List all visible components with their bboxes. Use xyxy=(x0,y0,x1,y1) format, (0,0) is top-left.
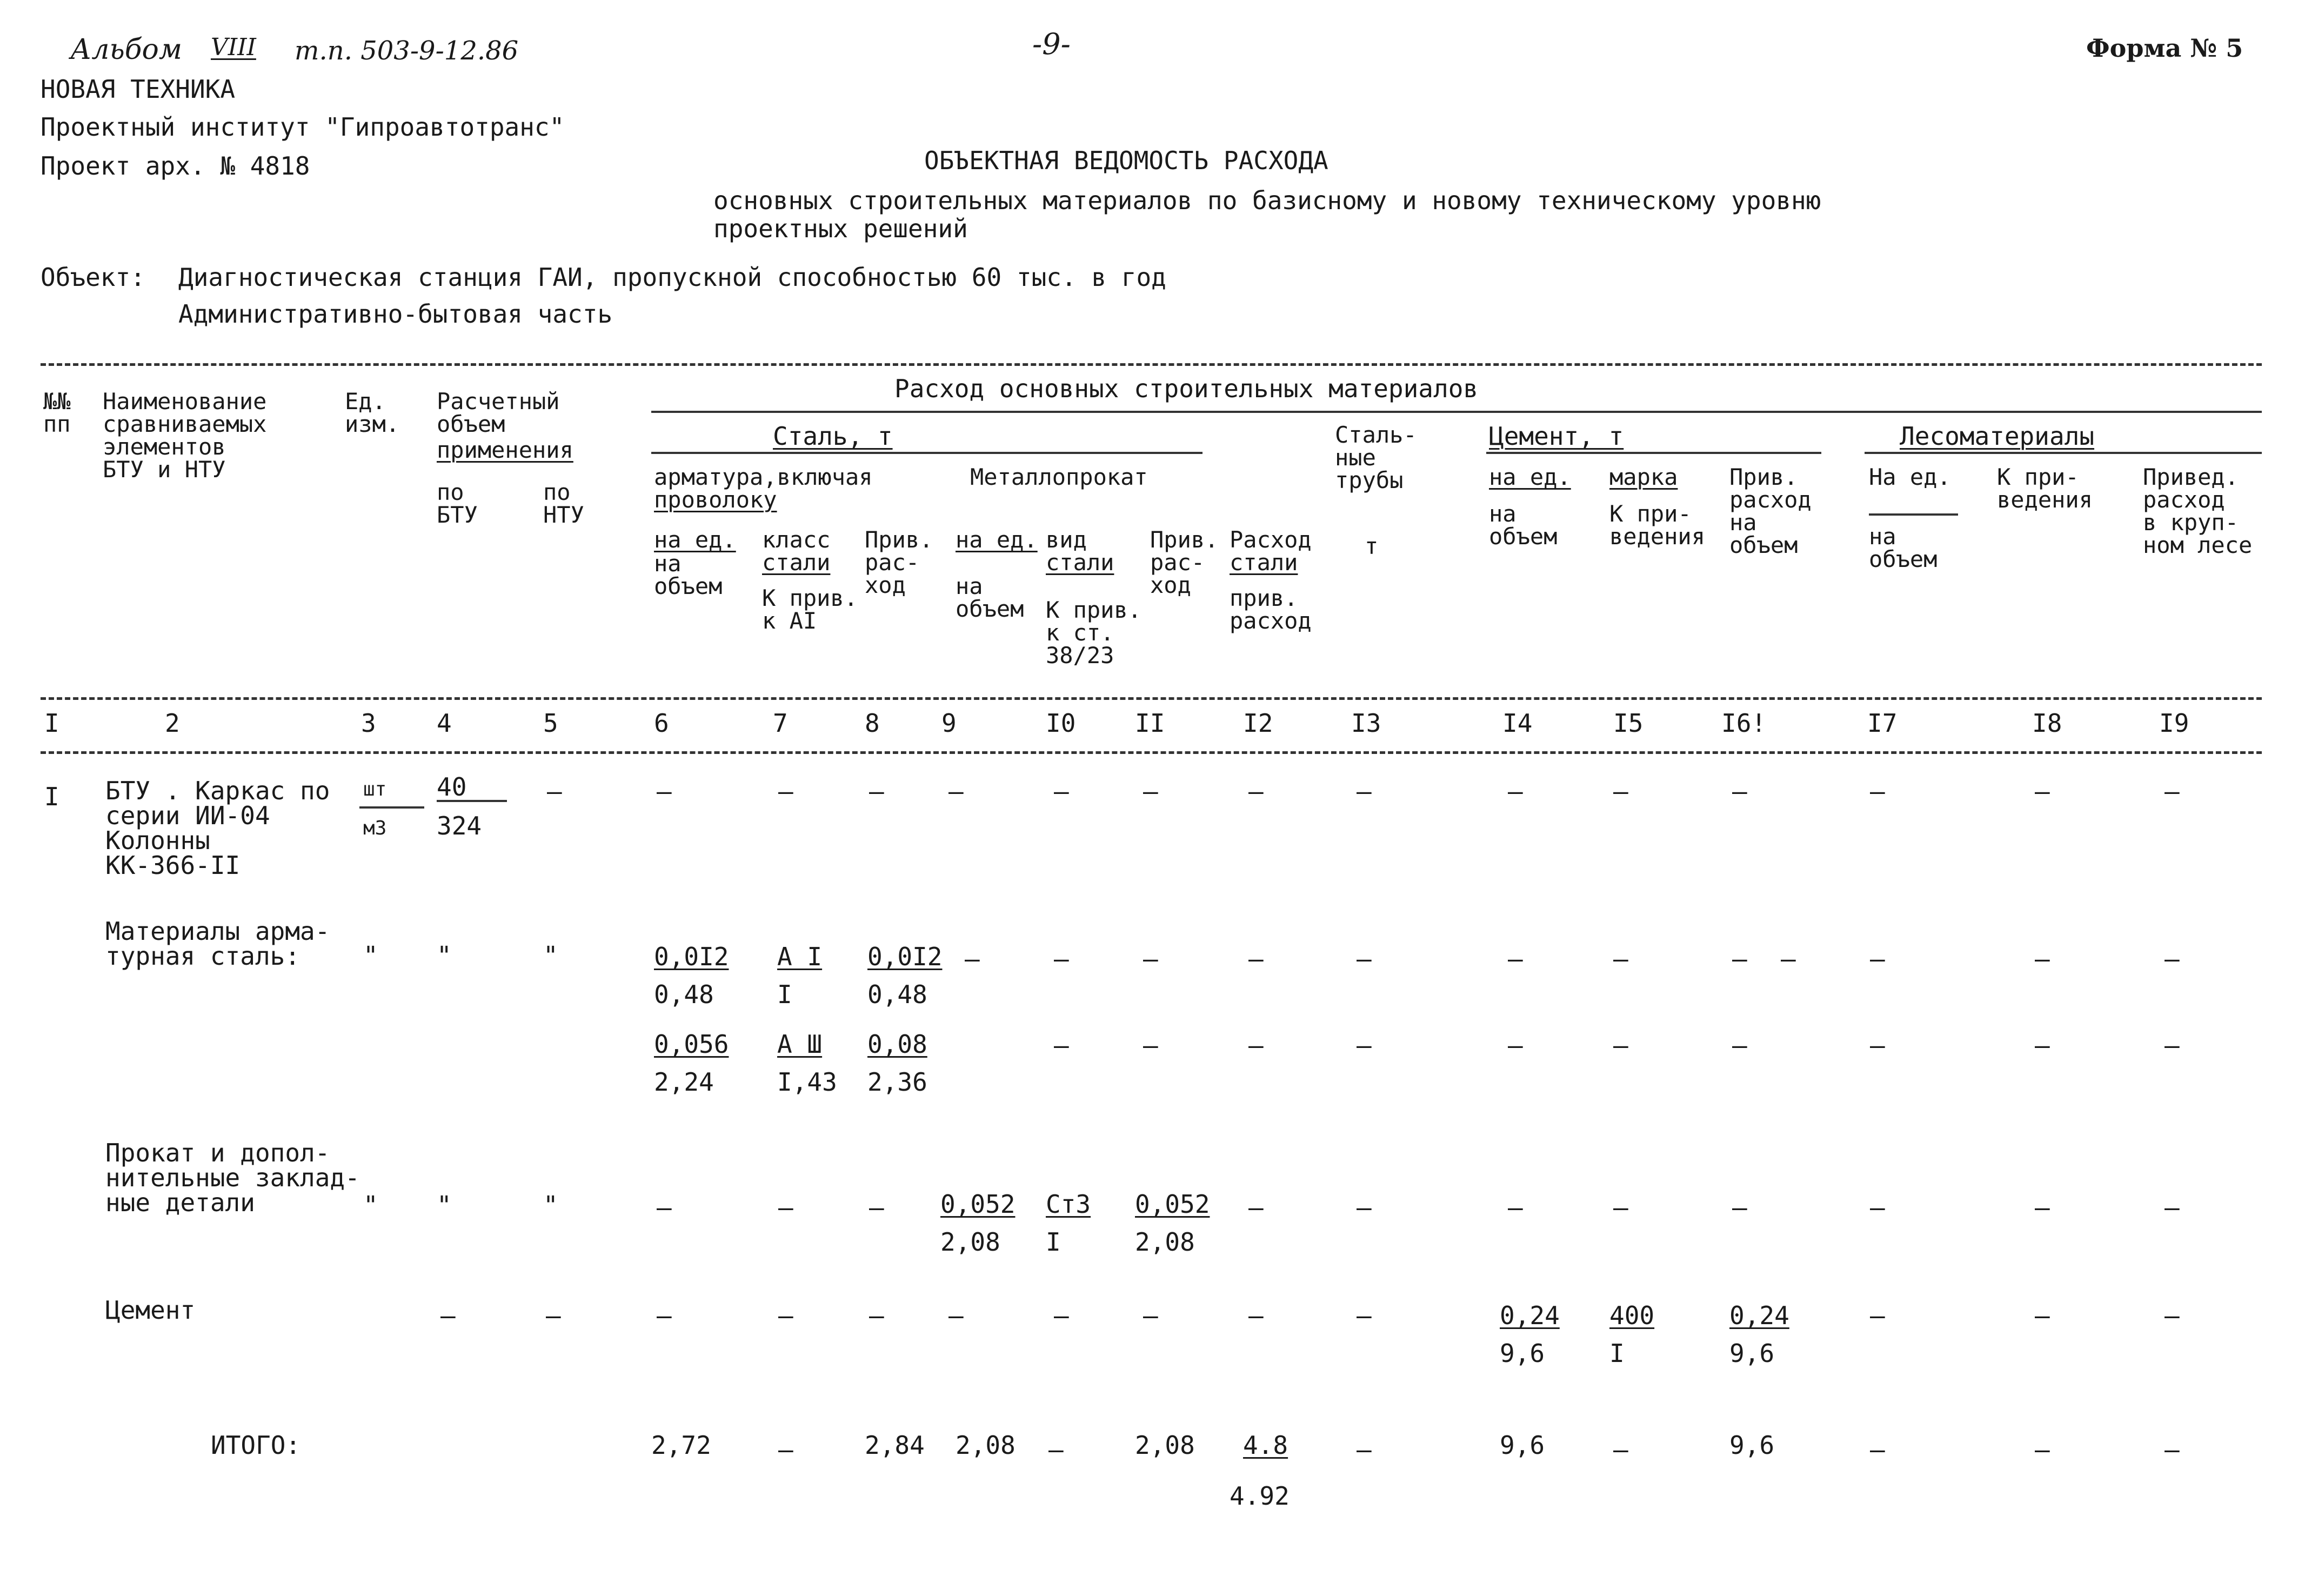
row2b-v6-top: 0,056 xyxy=(654,1030,729,1059)
column-number: I4 xyxy=(1502,709,1533,738)
hdr-armature-wire: проволоку xyxy=(654,486,777,513)
row2b-v8-top: 0,08 xyxy=(867,1030,927,1059)
column-number: I0 xyxy=(1046,709,1076,738)
hdr-wood: Лесоматериалы xyxy=(1900,422,2095,451)
row4-v14-top: 0,24 xyxy=(1500,1301,1560,1330)
total-v8: 2,84 xyxy=(865,1431,925,1460)
row3-dash: – xyxy=(1732,1193,1747,1222)
row4-dash: – xyxy=(869,1301,884,1330)
row2-dash: – xyxy=(1357,944,1372,973)
hdr-15b: К при- ведения xyxy=(1609,500,1706,550)
hdr-12u: стали xyxy=(1230,549,1298,576)
album-label: Альбом xyxy=(70,34,182,66)
row3-dash: – xyxy=(2165,1193,2180,1222)
row2b-dash: – xyxy=(1248,1031,1264,1060)
hdr-unit: Ед. изм. xyxy=(345,388,400,437)
hdr-16: Прив. расход на объем xyxy=(1729,464,1812,558)
row2a-v7-bottom: I xyxy=(777,980,792,1009)
row4-name: Цемент xyxy=(105,1296,196,1325)
row2-dash: – xyxy=(1781,944,1796,973)
row1-dash: – xyxy=(547,777,562,806)
row1-dash: – xyxy=(2165,777,2180,806)
row1-dash: – xyxy=(1357,777,1372,806)
hdr-steel: Сталь, т xyxy=(773,422,893,451)
column-number: I5 xyxy=(1613,709,1644,738)
row4-dash: – xyxy=(2035,1301,2050,1330)
row1-unit-top: шт xyxy=(363,778,387,800)
hdr-7b: К прив. к АI xyxy=(762,585,858,634)
hdr-9b: на объем xyxy=(956,573,1024,622)
row2-dash: – xyxy=(1143,944,1158,973)
total-v14: 9,6 xyxy=(1500,1431,1545,1460)
row1-dash: – xyxy=(1613,777,1628,806)
column-number: 9 xyxy=(941,709,957,738)
row2-dash: – xyxy=(1054,944,1069,973)
row4-dash: – xyxy=(1143,1301,1158,1330)
row1-dash: – xyxy=(1732,777,1747,806)
hdr-group-line xyxy=(651,411,2262,413)
hdr-8: Прив. рас- ход xyxy=(865,526,933,598)
institute: Проектный институт "Гипроавтотранс" xyxy=(41,112,565,142)
column-number: 6 xyxy=(654,709,669,738)
hdr-9a: на ед. xyxy=(956,526,1038,553)
row4-dash: – xyxy=(657,1301,672,1330)
column-number: 5 xyxy=(543,709,558,738)
row1-dash: – xyxy=(2035,777,2050,806)
hdr-12b: прив. расход xyxy=(1230,585,1312,634)
row3-dash: – xyxy=(869,1193,884,1222)
page-number: -9- xyxy=(1032,27,1071,61)
column-number: I9 xyxy=(2159,709,2189,738)
hdr-volume-applied: применения xyxy=(437,437,573,463)
row2b-v8-bottom: 2,36 xyxy=(867,1067,927,1097)
column-number: 8 xyxy=(865,709,880,738)
row4-dash: – xyxy=(1870,1301,1885,1330)
column-number: II xyxy=(1135,709,1165,738)
column-number: I6! xyxy=(1721,709,1767,738)
row3-v11-top: 0,052 xyxy=(1135,1190,1210,1219)
row3-dash: – xyxy=(2035,1193,2050,1222)
colnum-top-line xyxy=(41,697,2262,700)
row1-dash: – xyxy=(1054,777,1069,806)
project-number: Проект арх. № 4818 xyxy=(41,151,310,181)
row3-name: Прокат и допол- нительные заклад- ные детали xyxy=(105,1138,360,1217)
row4-dash: – xyxy=(1054,1301,1069,1330)
row1-v4-line xyxy=(437,800,507,802)
row1-dash: – xyxy=(1508,777,1523,806)
hdr-19: Привед. расход в круп- ном лесе xyxy=(2143,464,2253,558)
hdr-7u: стали xyxy=(762,549,831,576)
row2-ditto-4: " xyxy=(437,941,452,970)
row1-dash: – xyxy=(1870,777,1885,806)
row3-v11-bottom: 2,08 xyxy=(1135,1227,1195,1257)
hdr-metal: Металлопрокат xyxy=(970,464,1148,490)
row2b-dash: – xyxy=(1143,1031,1158,1060)
total-dash: – xyxy=(778,1435,793,1464)
row2-dash: – xyxy=(2165,944,2180,973)
total-dash: – xyxy=(1048,1435,1064,1464)
hdr-14b: на объем xyxy=(1489,500,1558,550)
row3-dash: – xyxy=(1613,1193,1628,1222)
colnum-bottom-line xyxy=(41,751,2262,754)
row1-v4-top: 40 xyxy=(437,772,467,802)
hdr-cement-line xyxy=(1486,452,1821,454)
row2a-v6-top: 0,0I2 xyxy=(654,942,729,971)
hdr-10u: стали xyxy=(1046,549,1114,576)
hdr-17-line xyxy=(1869,513,1958,516)
total-v12-corrected: 4.92 xyxy=(1230,1481,1290,1511)
hdr-10b: К прив. к ст. 38/23 xyxy=(1046,597,1142,669)
row3-v10-top: Ст3 xyxy=(1046,1190,1091,1219)
row1-dash: – xyxy=(657,777,672,806)
hdr-7a: класс xyxy=(762,526,831,553)
row2-ditto-5: " xyxy=(543,941,558,970)
row2b-dash: – xyxy=(1054,1031,1069,1060)
row1-unit-line xyxy=(359,806,424,809)
row4-dash: – xyxy=(778,1301,793,1330)
total-dash: – xyxy=(2165,1435,2180,1464)
total-v16: 9,6 xyxy=(1729,1431,1775,1460)
hdr-cement: Цемент, т xyxy=(1489,422,1624,451)
object-label: Объект: xyxy=(41,263,145,292)
row2b-dash: – xyxy=(1613,1031,1628,1060)
hdr-name: Наименование сравниваемых элементов БТУ и НТУ xyxy=(103,388,267,483)
column-number: I2 xyxy=(1243,709,1273,738)
hdr-materials-group: Расход основных строительных материалов xyxy=(894,374,1479,403)
row3-dash: – xyxy=(1508,1193,1523,1222)
hdr-6a: на ед. xyxy=(654,526,736,553)
row1-v4-bottom: 324 xyxy=(437,811,482,840)
row4-dash: – xyxy=(1248,1301,1264,1330)
row3-v10-bottom: I xyxy=(1046,1227,1061,1257)
row2b-dash: – xyxy=(1870,1031,1885,1060)
hdr-btu: по БТУ xyxy=(437,479,478,528)
row2-dash: – xyxy=(1870,944,1885,973)
hdr-num: №№ пп xyxy=(43,388,71,437)
object-name: Диагностическая станция ГАИ, пропускной способностью 60 тыс. в год xyxy=(178,263,1166,292)
total-dash: – xyxy=(2035,1435,2050,1464)
row1-dash: – xyxy=(948,777,964,806)
row3-dash: – xyxy=(1248,1193,1264,1222)
row3-dash: – xyxy=(778,1193,793,1222)
total-v11: 2,08 xyxy=(1135,1431,1195,1460)
column-number: 3 xyxy=(361,709,376,738)
hdr-6b: на объем xyxy=(654,550,723,599)
column-number: 2 xyxy=(165,709,180,738)
tp-number: т.п. 503-9-12.86 xyxy=(295,36,519,66)
row4-v14-bottom: 9,6 xyxy=(1500,1339,1545,1368)
table-top-line xyxy=(41,363,2262,366)
row3-ditto-3: " xyxy=(363,1191,378,1220)
row2-dash: – xyxy=(1508,944,1523,973)
row4-dash: – xyxy=(948,1301,964,1330)
row1-name: БТУ . Каркас по серии ИИ-04 Колонны КК-366-II xyxy=(105,776,330,880)
row4-dash: – xyxy=(440,1301,456,1330)
row4-dash: – xyxy=(1357,1301,1372,1330)
hdr-armature: арматура,включая xyxy=(654,464,873,490)
row1-dash: – xyxy=(778,777,793,806)
total-v9: 2,08 xyxy=(956,1431,1016,1460)
form-number: Форма № 5 xyxy=(2086,34,2243,63)
total-label: ИТОГО: xyxy=(211,1431,301,1460)
album-number: VIII xyxy=(211,34,256,61)
row3-v9-top: 0,052 xyxy=(940,1190,1016,1219)
new-technology: НОВАЯ ТЕХНИКА xyxy=(41,75,236,104)
row1-dash: – xyxy=(869,777,884,806)
hdr-12a: Расход xyxy=(1230,526,1312,553)
row4-v15-top: 400 xyxy=(1609,1301,1655,1330)
hdr-17b: на объем xyxy=(1869,523,1938,572)
row3-ditto-4: " xyxy=(437,1191,452,1220)
row2b-dash: – xyxy=(1357,1031,1372,1060)
row4-v15-bottom: I xyxy=(1609,1339,1625,1368)
hdr-17a: На ед. xyxy=(1869,464,1951,490)
row2b-v7-bottom: I,43 xyxy=(777,1067,837,1097)
hdr-14a: на ед. xyxy=(1489,464,1571,490)
object-part: Административно-бытовая часть xyxy=(178,299,613,329)
row2a-v6-bottom: 0,48 xyxy=(654,980,714,1009)
hdr-ntu: по НТУ xyxy=(543,479,584,528)
row3-dash: – xyxy=(1870,1193,1885,1222)
row1-dash: – xyxy=(1248,777,1264,806)
hdr-volume: Расчетный объем xyxy=(437,388,560,437)
row2-ditto-3: " xyxy=(363,941,378,970)
row2-dash: – xyxy=(1248,944,1264,973)
row2-dash: – xyxy=(965,944,980,973)
row2-dash: – xyxy=(2035,944,2050,973)
row4-v16-bottom: 9,6 xyxy=(1729,1339,1775,1368)
row1-unit-bottom: м3 xyxy=(363,817,387,839)
row3-dash: – xyxy=(1357,1193,1372,1222)
column-number: I xyxy=(44,709,59,738)
doc-subtitle-2: проектных решений xyxy=(713,214,968,243)
row2b-dash: – xyxy=(1732,1031,1747,1060)
hdr-steel-line xyxy=(651,452,1203,454)
total-dash: – xyxy=(1357,1435,1372,1464)
row2b-dash: – xyxy=(2165,1031,2180,1060)
column-number: I8 xyxy=(2032,709,2062,738)
row4-v16-top: 0,24 xyxy=(1729,1301,1789,1330)
row2a-v8-bottom: 0,48 xyxy=(867,980,927,1009)
total-v12: 4.8 xyxy=(1243,1431,1288,1460)
row3-ditto-5: " xyxy=(543,1191,558,1220)
hdr-13t: т xyxy=(1365,533,1379,559)
total-v6: 2,72 xyxy=(651,1431,711,1460)
column-number: I3 xyxy=(1351,709,1381,738)
hdr-18: К при- ведения xyxy=(1997,464,2093,513)
row2b-dash: – xyxy=(1508,1031,1523,1060)
hdr-10a: вид xyxy=(1046,526,1087,553)
row3-v9-bottom: 2,08 xyxy=(940,1227,1000,1257)
row1-num: I xyxy=(44,782,59,811)
row2-dash: – xyxy=(1613,944,1628,973)
row2b-v7-top: А Ш xyxy=(777,1030,823,1059)
hdr-15a: марка xyxy=(1609,464,1678,490)
column-number: I7 xyxy=(1867,709,1898,738)
total-dash: – xyxy=(1613,1435,1628,1464)
row2-dash: – xyxy=(1732,944,1747,973)
row2a-v7-top: А I xyxy=(777,942,823,971)
row3-dash: – xyxy=(657,1193,672,1222)
hdr-wood-line xyxy=(1865,452,2262,454)
row2b-dash: – xyxy=(2035,1031,2050,1060)
total-dash: – xyxy=(1870,1435,1885,1464)
doc-subtitle-1: основных строительных материалов по базисному и новому техническому уровню xyxy=(713,186,1821,215)
hdr-13: Сталь- ные трубы xyxy=(1335,422,1417,493)
row4-dash: – xyxy=(546,1301,561,1330)
hdr-11: Прив. рас- ход xyxy=(1150,526,1219,598)
column-number: 7 xyxy=(773,709,788,738)
row2-name: Материалы арма- турная сталь: xyxy=(105,917,330,971)
row2b-v6-bottom: 2,24 xyxy=(654,1067,714,1097)
row4-dash: – xyxy=(2165,1301,2180,1330)
row2a-v8-top: 0,0I2 xyxy=(867,942,943,971)
row1-dash: – xyxy=(1143,777,1158,806)
column-number: 4 xyxy=(437,709,452,738)
doc-title: ОБЪЕКТНАЯ ВЕДОМОСТЬ РАСХОДА xyxy=(924,146,1328,175)
